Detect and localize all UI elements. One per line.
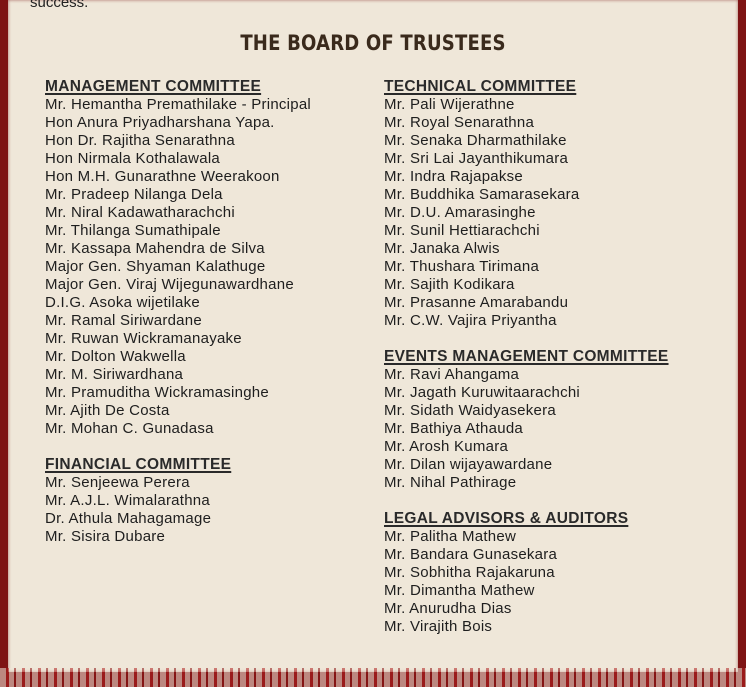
member-name: Mr. Ravi Ahangama [384,366,520,383]
member-name: Hon M.H. Gunarathne Weerakoon [45,168,280,185]
technical-heading: TECHNICAL COMMITTEE [384,78,577,95]
member-name: Major Gen. Shyaman Kalathuge [45,258,266,275]
member-name: Mr. Mohan C. Gunadasa [45,420,214,437]
member-name: Mr. Ramal Siriwardane [45,312,202,329]
member-name: Mr. D.U. Amarasinghe [384,204,536,221]
member-name: Mr. Sajith Kodikara [384,276,515,293]
member-name: Mr. M. Siriwardhana [45,366,184,383]
member-name: Hon Dr. Rajitha Senarathna [45,132,235,149]
member-name: Mr. Sidath Waidyasekera [384,402,556,419]
member-name: Mr. Janaka Alwis [384,240,500,257]
events-committee [384,348,669,492]
management-heading: MANAGEMENT COMMITTEE [45,78,262,95]
member-name: Mr. Virajith Bois [384,618,493,635]
member-name: Mr. Thushara Tirimana [384,258,540,275]
member-name: Mr. Indra Rajapakse [384,168,523,185]
management-committee [45,78,311,438]
member-name: Mr. Bandara Gunasekara [384,546,558,563]
member-name: Mr. Pradeep Nilanga Dela [45,186,223,203]
member-name: Mr. Dolton Wakwella [45,348,186,365]
financial-list [45,474,231,546]
member-name: Mr. Ajith De Costa [45,402,170,419]
member-name: Mr. Ruwan Wickramanayake [45,330,242,347]
member-name: Mr. Prasanne Amarabandu [384,294,569,311]
member-name: Mr. Pramuditha Wickramasinghe [45,384,269,401]
member-name: Mr. Buddhika Samarasekara [384,186,580,203]
member-name: Mr. Niral Kadawatharachchi [45,204,235,221]
member-name: Mr. Kassapa Mahendra de Silva [45,240,265,257]
member-name: Mr. Sisira Dubare [45,528,166,545]
legal-advisors [384,510,628,636]
member-name: Mr. Senaka Dharmathilake [384,132,567,149]
member-name: Mr. Hemantha Premathilake - Principal [45,96,312,113]
member-name: Mr. Senjeewa Perera [45,474,190,491]
member-name: Mr. Pali Wijerathne [384,96,515,113]
member-name: Mr. Nihal Pathirage [384,474,517,491]
member-name: Dr. Athula Mahagamage [45,510,212,527]
financial-heading: FINANCIAL COMMITTEE [45,456,232,473]
member-name: Mr. Dimantha Mathew [384,582,535,599]
member-name: Mr. Sunil Hettiarachchi [384,222,540,239]
events-list [384,366,669,492]
member-name: Mr. Sri Lai Jayanthikumara [384,150,569,167]
member-name: Hon Anura Priyadharshana Yapa. [45,114,275,131]
member-name: Mr. Arosh Kumara [384,438,509,455]
events-heading: EVENTS MANAGEMENT COMMITTEE [384,348,669,365]
member-name: Major Gen. Viraj Wijegunawardhane [45,276,294,293]
member-name: Mr. Dilan wijayawardane [384,456,553,473]
technical-list [384,96,580,330]
technical-committee [384,78,580,330]
decorative-border [0,668,746,687]
member-name: Mr. C.W. Vajira Priyantha [384,312,557,329]
legal-list [384,528,628,636]
member-name: Mr. Sobhitha Rajakaruna [384,564,555,581]
member-name: Hon Nirmala Kothalawala [45,150,220,167]
page-title: THE BOARD OF TRUSTEES [240,31,506,55]
previous-text-fragment: success. [30,0,89,11]
member-name: Mr. Anurudha Dias [384,600,512,617]
member-name: Mr. Jagath Kuruwitaarachchi [384,384,581,401]
member-name: Mr. Thilanga Sumathipale [45,222,221,239]
member-name: Mr. Palitha Mathew [384,528,517,545]
member-name: Mr. Royal Senarathna [384,114,535,131]
legal-heading: LEGAL ADVISORS & AUDITORS [384,510,629,527]
member-name: D.I.G. Asoka wijetilake [45,294,200,311]
management-list [45,96,311,438]
financial-committee [45,456,231,546]
member-name: Mr. A.J.L. Wimalarathna [45,492,210,509]
member-name: Mr. Bathiya Athauda [384,420,524,437]
